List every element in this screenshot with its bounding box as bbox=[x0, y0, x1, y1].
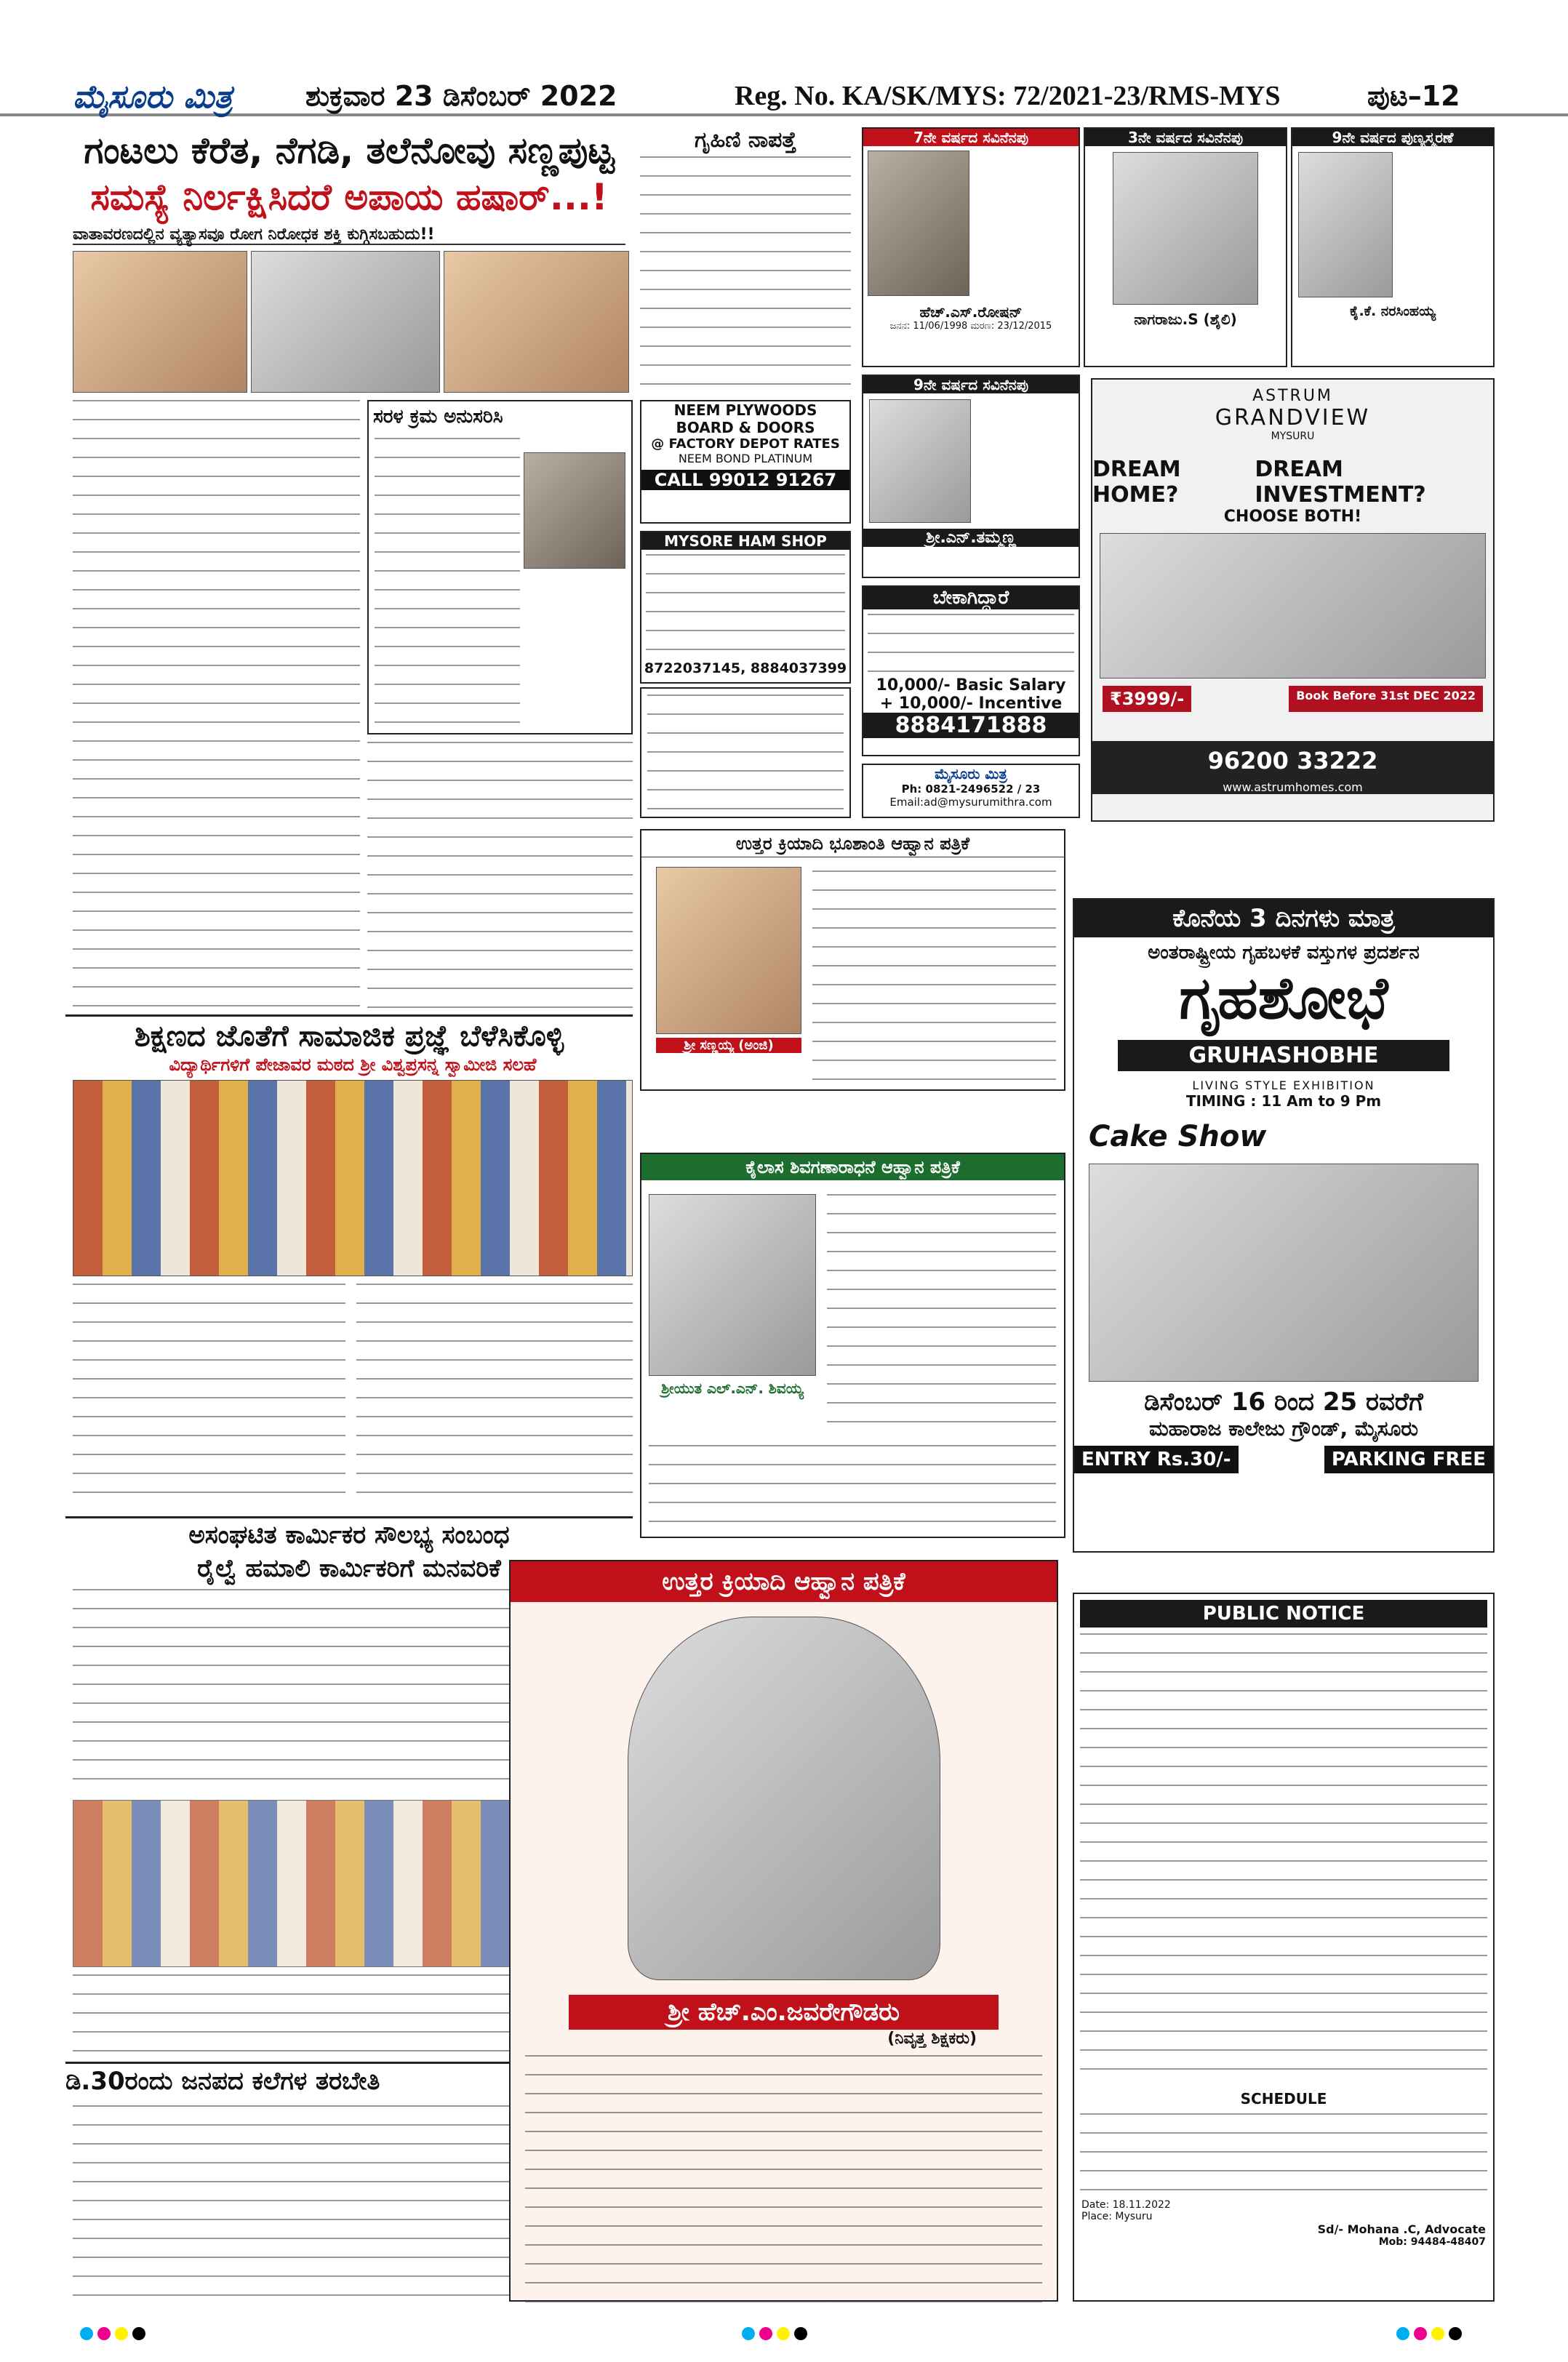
registration-dots-left bbox=[80, 2327, 150, 2343]
gruhashobhe-expo-ad: ಕೊನೆಯ 3 ದಿನಗಳು ಮಾತ್ರ ಅಂತರಾಷ್ಟ್ರೀಯ ಗೃಹಬಳಕೆ ವಸ್ತುಗಳ ಪ್ರದರ್ಶನ ಗೃಹಶೋಭೆ GRUHASHOBHE LIVING STYLE EXHIBITION TIMING : 11 Am to 9 Pm Cake Show ಡಿಸೆಂಬರ್ 16 ರಿಂದ 25 ರವರೆಗೆ ಮಹಾರಾಜ ಕಾಲೇಜು ಗ್ರೌಂಡ್, ಮೈಸೂರು ENTRY Rs.30/- PARKING FREE bbox=[1073, 898, 1495, 1553]
death-anniversary-9-ad: 9ನೇ ವರ್ಷದ ಪುಣ್ಯಸ್ಮರಣೆ ಕೈ.ಕೆ. ನರಸಿಂಹಯ್ಯ bbox=[1291, 127, 1495, 367]
story3-headline: ಅಸಂಘಟಿತ ಕಾರ್ಮಿಕರ ಸೌಲಭ್ಯ ಸಂಬಂಧ ರೈಲ್ವೆ ಹಮಾಲಿ ಕಾರ್ಮಿಕರಿಗೆ ಮನವರಿಕೆ bbox=[65, 1516, 633, 1585]
story1-subhead: ವಾತಾವರಣದಲ್ಲಿನ ವ್ಯತ್ಯಾಸವೂ ರೋಗ ನಿರೋಧಕ ಶಕ್ತಿ ಕುಗ್ಗಿಸಬಹುದು!! bbox=[73, 225, 625, 245]
story2-subhead: ವಿದ್ಯಾರ್ಥಿಗಳಿಗೆ ಪೇಜಾವರ ಮಠದ ಶ್ರೀ ವಿಶ್ವಪ್ರಸನ್ನ ಸ್ವಾಮೀಜಿ ಸಲಹೆ bbox=[169, 1054, 537, 1075]
story5-headline: ಗೃಹಿಣಿ ನಾಪತ್ತೆ bbox=[694, 127, 797, 153]
story1-body-right bbox=[367, 742, 633, 1011]
students-group-photo bbox=[73, 1080, 633, 1276]
doctor-photo bbox=[524, 452, 625, 569]
story5-body bbox=[640, 156, 851, 396]
property-image bbox=[1100, 533, 1486, 678]
obituary-2-ad: ಕೈಲಾಸ ಶಿವಗಣಾರಾಧನೆ ಆಹ್ವಾನ ಪತ್ರಿಕೆ ಶ್ರೀಯುತ ಎಲ್.ಎನ್. ಶಿವಯ್ಯ bbox=[640, 1153, 1065, 1538]
story4-headline: ಡಿ.30ರಂದು ಜನಪದ ಕಲೆಗಳ ತರಬೇತಿ bbox=[65, 2062, 633, 2096]
nagaraju-photo bbox=[1113, 152, 1258, 305]
neem-plywoods-ad: NEEM PLYWOODS BOARD & DOORS @ FACTORY DEPOT RATES NEEM BOND PLATINUM CALL 99012 91267 bbox=[640, 400, 851, 524]
obituary-3-ad: ಉತ್ತರ ಕ್ರಿಯಾದಿ ಆಹ್ವಾನ ಪತ್ರಿಕೆ ಶ್ರೀ ಹೆಚ್.ಎಂ.ಜವರೇಗೌಡರು (ನಿವೃತ್ತ ಶಿಕ್ಷಕರು) bbox=[509, 1560, 1058, 2302]
story2-body-right bbox=[356, 1284, 633, 1502]
wanted-ad: ಬೇಕಾಗಿದ್ದಾರೆ 10,000/- Basic Salary + 10,000/- Incentive 8884171888 bbox=[862, 585, 1080, 756]
mithra-contact-ad: ಮೈಸೂರು ಮಿತ್ರ Ph: 0821-2496522 / 23 Email:ad@mysurumithra.com bbox=[862, 764, 1080, 818]
headache-photo bbox=[444, 251, 629, 393]
anniversary-3-ad: 3ನೇ ವರ್ಷದ ಸವಿನೆನಪು ನಾಗರಾಜು.S (ಶೈಲಿ) bbox=[1084, 127, 1287, 367]
registration-dots-right bbox=[1396, 2327, 1466, 2343]
expo-image bbox=[1089, 1164, 1479, 1382]
issue-date: ಶುಕ್ರವಾರ 23 ಡಿಸೆಂಬರ್ 2022 bbox=[305, 80, 617, 112]
story2-body-left bbox=[73, 1284, 345, 1502]
thammanna-photo bbox=[869, 399, 971, 523]
cold-photo-2 bbox=[251, 251, 440, 393]
sannayya-photo bbox=[656, 867, 801, 1034]
anniversary-7-ad: 7ನೇ ವರ್ಷದ ಸವಿನೆನಪು ಹೆಚ್.ಎಸ್.ರೋಷನ್ ಜನನ: 11/06/1998 ಮರಣ: 23/12/2015 bbox=[862, 127, 1080, 367]
ham-shop-ad: MYSORE HAM SHOP 8722037145, 8884037399 bbox=[640, 531, 851, 684]
story2-headline: ಶಿಕ್ಷಣದ ಜೊತೆಗೆ ಸಾಮಾಜಿಕ ಪ್ರಜ್ಞೆ ಬೆಳೆಸಿಕೊಳ್ಳಿ bbox=[65, 1014, 633, 1053]
obituary-1-ad: ಉತ್ತರ ಕ್ರಿಯಾದಿ ಭೂಶಾಂತಿ ಆಹ್ವಾನ ಪತ್ರಿಕೆ ಶ್ರೀ ಸಣ್ಣಯ್ಯ (ಅಂಜಿ) bbox=[640, 829, 1065, 1091]
page-number: ಪುಟ–12 bbox=[1367, 80, 1460, 112]
story1-sidebar: ಸರಳ ಕ್ರಮ ಅನುಸರಿಸಿ bbox=[367, 400, 633, 734]
classified-ad bbox=[640, 687, 851, 818]
cold-photo-1 bbox=[73, 251, 247, 393]
shivayya-photo bbox=[649, 1194, 816, 1376]
javaregowda-photo bbox=[628, 1617, 940, 1980]
public-notice: PUBLIC NOTICE SCHEDULE Date: 18.11.2022 Place: Mysuru Sd/- Mohana .C, Advocate Mob: 94484-48407 bbox=[1073, 1593, 1495, 2302]
masthead: ಮೈಸೂರು ಮಿತ್ರ bbox=[73, 79, 233, 116]
astrum-grandview-ad: ASTRUM GRANDVIEW MYSURU DREAM HOME? DREAM INVESTMENT? CHOOSE BOTH! ₹3999/- Book Before 31st DEC 2022 96200 33222 www.astrumhomes.com bbox=[1091, 378, 1495, 822]
story1-body-left bbox=[73, 400, 360, 1011]
story1-headline: ಗಂಟಲು ಕೆರೆತ, ನೆಗಡಿ, ತಲೆನೋವು ಸಣ್ಣಪುಟ್ಟ ಸಮಸ್ಯೆ ನಿರ್ಲಕ್ಷಿಸಿದರೆ ಅಪಾಯ ಹಷಾರ್...! bbox=[84, 129, 615, 218]
anniversary-9-ad: 9ನೇ ವರ್ಷದ ಸವಿನೆನಪು ಶ್ರೀ.ಎನ್.ತಮ್ಮಣ್ಣ bbox=[862, 375, 1080, 578]
registration-number: Reg. No. KA/SK/MYS: 72/2021-23/RMS-MYS bbox=[735, 81, 1281, 111]
registration-dots-center bbox=[742, 2327, 812, 2343]
narasimhaiah-photo bbox=[1298, 152, 1393, 297]
roshan-photo bbox=[868, 151, 969, 296]
